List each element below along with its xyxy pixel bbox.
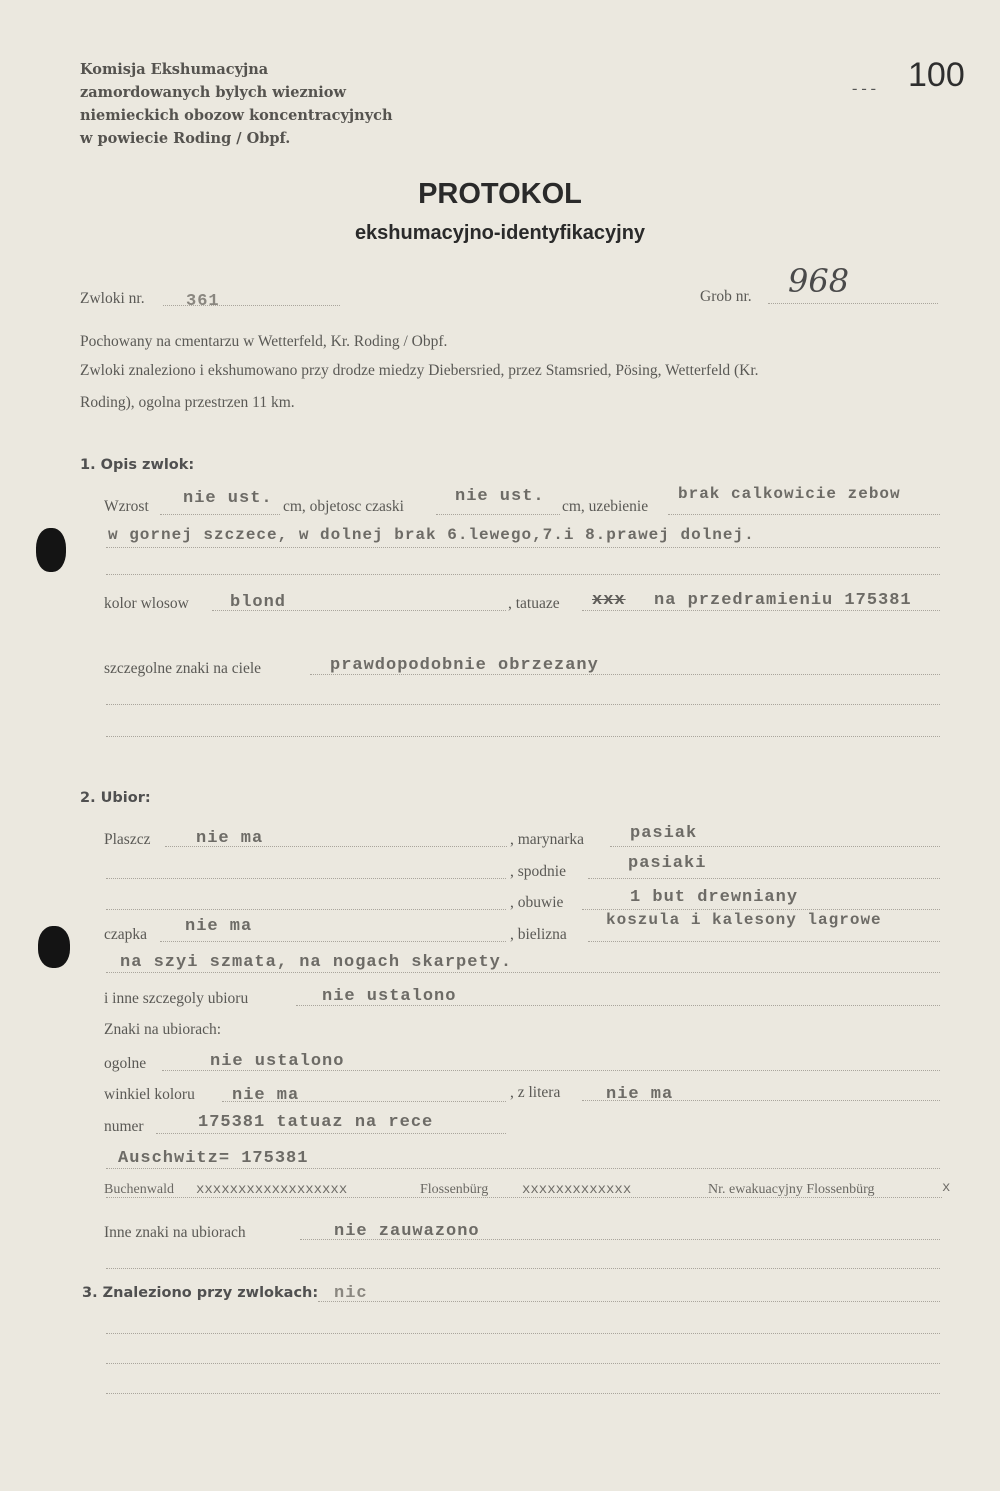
- page-number: 100: [908, 56, 965, 94]
- winkiel-label: winkiel koloru: [104, 1086, 195, 1103]
- blank-line-1: [106, 574, 940, 575]
- bielizna-value: koszula i kalesony lagrowe: [606, 911, 882, 929]
- punch-hole-upper: [36, 528, 66, 572]
- ogolne-label: ogolne: [104, 1055, 147, 1072]
- zwloki-value: 361: [186, 292, 220, 311]
- strike-x-1: xxxxxxxxxxxxxxxxxx: [196, 1182, 348, 1198]
- plaszcz-label: Plaszcz: [104, 831, 151, 848]
- litera-label: , z litera: [510, 1084, 561, 1101]
- blank-line-8: [106, 1363, 940, 1364]
- camp-buchenwald: Buchenwald: [104, 1182, 174, 1197]
- zwloki-label: Zwloki nr.: [80, 290, 145, 307]
- winkiel-value: nie ma: [232, 1086, 300, 1105]
- marynarka-line: [610, 846, 940, 847]
- camp-flossenburg: Flossenbürg: [420, 1182, 489, 1197]
- blank-line-2: [106, 704, 940, 705]
- tatuaze-line: [582, 610, 940, 611]
- obuwie-label: , obuwie: [510, 894, 564, 911]
- kolor-wlosow-value: blond: [230, 593, 287, 612]
- extra-line: [106, 972, 940, 973]
- document-subtitle: ekshumacyjno-identyfikacyjny: [354, 222, 646, 244]
- uzebienie-label: cm, uzebienie: [562, 498, 649, 515]
- spodnie-line: [588, 878, 940, 879]
- grob-value-handwritten: 968: [788, 262, 850, 300]
- szczegolne-znaki-value: prawdopodobnie obrzezany: [330, 656, 599, 675]
- znaki-na-ubiorach-heading: Znaki na ubiorach:: [104, 1021, 222, 1038]
- inne-znaki-label: Inne znaki na ubiorach: [104, 1224, 246, 1241]
- section-3-heading: 3. Znaleziono przy zwlokach:: [82, 1285, 319, 1301]
- obuwie-value: 1 but drewniany: [630, 888, 799, 907]
- czapka-value: nie ma: [185, 917, 253, 936]
- section-1-heading: 1. Opis zwlok:: [80, 457, 195, 473]
- document-title: PROTOKOL: [418, 178, 582, 210]
- numer-value: 175381 tatuaz na rece: [198, 1113, 434, 1132]
- plaszcz-value: nie ma: [196, 829, 264, 848]
- evacuation-number-label: Nr. ewakuacyjny Flossenbürg: [708, 1182, 875, 1197]
- numer-line: [156, 1133, 506, 1134]
- section-2-heading: 2. Ubior:: [80, 790, 151, 806]
- kolor-wlosow-label: kolor wlosow: [104, 595, 189, 612]
- wzrost-label: Wzrost: [104, 498, 149, 515]
- obuwie-line: [582, 909, 940, 910]
- ogolne-value: nie ustalono: [210, 1052, 345, 1071]
- commission-line-1: Komisja Ekshumacyjna: [80, 61, 269, 78]
- uzebienie-value: brak calkowicie zebow: [678, 485, 901, 503]
- marynarka-label: , marynarka: [510, 831, 585, 848]
- wzrost-line: [160, 514, 280, 515]
- tatuaze-label: , tatuaze: [508, 595, 560, 612]
- found-text-line-1: Zwloki znaleziono i ekshumowano przy drodze miedzy Diebersried, przez Stamsried, Pösing, Wetterfeld (Kr.: [80, 362, 759, 379]
- commission-line-3: niemieckich obozow koncentracyjnych: [80, 107, 393, 124]
- page-number-dashes: - - -: [852, 80, 876, 97]
- marynarka-value: pasiak: [630, 824, 698, 843]
- czaszka-value: nie ust.: [455, 487, 545, 506]
- uzebienie-line: [668, 514, 940, 515]
- commission-header: [80, 58, 393, 150]
- burial-place-text: Pochowany na cmentarzu w Wetterfeld, Kr. Roding / Obpf.: [80, 333, 448, 350]
- blank-line-4: [106, 878, 506, 879]
- strike-x-3: x: [942, 1180, 951, 1196]
- uzebienie-continued: w gornej szczece, w dolnej brak 6.lewego,7.i 8.prawej dolnej.: [108, 526, 755, 544]
- numer-continued: Auschwitz= 175381: [118, 1149, 309, 1168]
- bielizna-label: , bielizna: [510, 926, 567, 943]
- numer-cont-line: [106, 1168, 940, 1169]
- spodnie-value: pasiaki: [628, 854, 707, 873]
- camp-line: [106, 1197, 942, 1198]
- grob-label: Grob nr.: [700, 288, 752, 305]
- extra-clothing-note: na szyi szmata, na nogach skarpety.: [120, 953, 513, 972]
- inne-szczegoly-value: nie ustalono: [322, 987, 457, 1006]
- commission-line-2: zamordowanych bylych wiezniow: [80, 84, 346, 101]
- inne-szczegoly-label: i inne szczegoly ubioru: [104, 990, 249, 1007]
- wzrost-value: nie ust.: [183, 489, 273, 508]
- found-text-line-2: Roding), ogolna przestrzen 11 km.: [80, 394, 295, 411]
- znaleziono-value: nic: [334, 1284, 368, 1303]
- punch-hole-lower: [38, 926, 70, 968]
- spodnie-label: , spodnie: [510, 863, 566, 880]
- czapka-line: [160, 941, 506, 942]
- commission-line-4: w powiecie Roding / Obpf.: [80, 130, 291, 147]
- uzebienie-cont-line: [106, 547, 940, 548]
- blank-line-9: [106, 1393, 940, 1394]
- numer-label: numer: [104, 1118, 144, 1135]
- szczegolne-znaki-label: szczegolne znaki na ciele: [104, 660, 262, 677]
- tatuaze-value: na przedramieniu 175381: [654, 591, 912, 610]
- blank-line-5: [106, 909, 506, 910]
- czaszka-line: [436, 514, 560, 515]
- grob-line: [768, 303, 938, 304]
- bielizna-line: [588, 941, 940, 942]
- blank-line-7: [106, 1333, 940, 1334]
- strike-x-2: xxxxxxxxxxxxx: [522, 1182, 632, 1198]
- tatuaze-struck: xxx: [592, 591, 626, 610]
- znaleziono-line: [318, 1301, 940, 1302]
- objetosc-label: cm, objetosc czaski: [283, 498, 404, 515]
- blank-line-6: [106, 1268, 940, 1269]
- inne-znaki-value: nie zauwazono: [334, 1222, 480, 1241]
- litera-value: nie ma: [606, 1085, 674, 1104]
- blank-line-3: [106, 736, 940, 737]
- czapka-label: czapka: [104, 926, 148, 943]
